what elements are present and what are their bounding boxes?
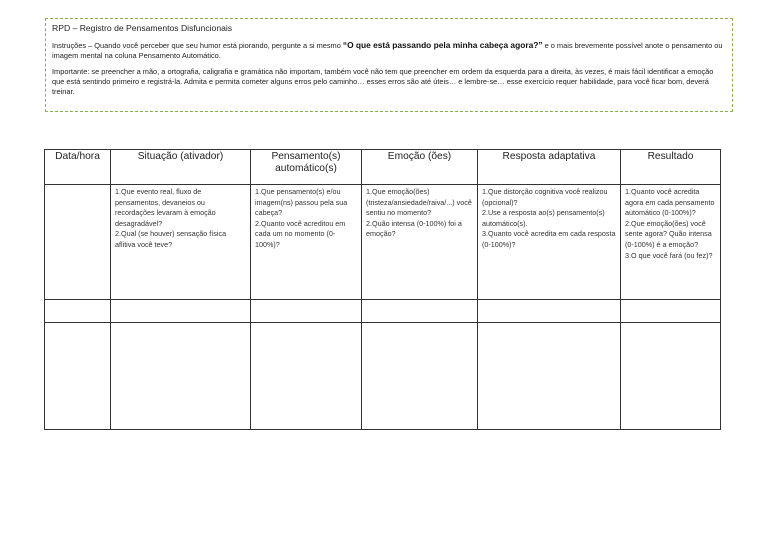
cell-empty[interactable]: [251, 300, 362, 323]
header-resultado: Resultado: [621, 150, 721, 185]
table-row: [45, 323, 721, 430]
header-emocao: Emoção (ões): [362, 150, 478, 185]
resposta-prompt-3: 3.Quanto você acredita em cada resposta (0-100%)?: [482, 229, 616, 249]
important-paragraph: Importante: se preencher a mão, a ortografia, caligrafia e gramática não importam, também você não tem que preencher em ordem da esquerda para a direita, às vezes, é mais fácil identificar a emoção que está sentindo primeiro e registrá-la. Admita e permita cometer alguns erros pelo caminho… esses erros são até úteis… e lembre-se… esse exercício requer habilidade, para você ficar bom, deverá treinar.: [52, 67, 714, 96]
cell-empty[interactable]: [362, 323, 478, 430]
prompt-row: [45, 185, 721, 300]
cell-resultado-prompt[interactable]: [621, 185, 721, 300]
header-situacao: Situação (ativador): [111, 150, 251, 185]
cell-empty[interactable]: [478, 323, 621, 430]
resultado-prompt-1: 1.Quanto você acredita agora em cada pensamento automático (0-100%)?: [625, 187, 715, 218]
document-title: RPD – Registro de Pensamentos Disfuncionais: [52, 23, 233, 33]
table-header-row: [45, 150, 721, 185]
table-row: [45, 300, 721, 323]
header-data-hora: Data/hora: [45, 150, 111, 185]
instructions-question: “O que está passando pela minha cabeça agora?”: [342, 40, 543, 50]
cell-emocao-prompt[interactable]: [362, 185, 478, 300]
resposta-prompt-2: 2.Use a resposta ao(s) pensamento(s) automático(s).: [482, 208, 605, 228]
cell-empty[interactable]: [621, 300, 721, 323]
emocao-prompt-2: 2.Quão intensa (0-100%) foi a emoção?: [366, 218, 462, 239]
instructions-prefix: Instruções – Quando você perceber que seu humor está piorando, pergunte a si mesmo: [52, 41, 343, 50]
cell-empty[interactable]: [111, 300, 251, 323]
cell-resposta-prompt[interactable]: [478, 185, 621, 300]
resposta-prompt-1: 1.Que distorção cognitiva você realizou (opcional)?: [482, 187, 608, 207]
cell-data-hora-prompt[interactable]: [45, 185, 111, 300]
pensamento-prompt-1: 1.Que pensamento(s) e/ou imagem(ns) passou pela sua cabeça?: [255, 187, 348, 218]
cell-situacao-prompt[interactable]: [111, 185, 251, 300]
cell-pensamento-prompt[interactable]: [251, 185, 362, 300]
situacao-prompt-1: 1.Que evento real, fluxo de pensamentos, devaneios ou recordações levaram à emoção desagradável?: [115, 187, 216, 228]
instructions-paragraph: [52, 40, 726, 61]
cell-empty[interactable]: [251, 323, 362, 430]
cell-empty[interactable]: [621, 323, 721, 430]
situacao-prompt-2: 2.Qual (se houver) sensação física aflitiva você teve?: [115, 229, 227, 249]
header-resposta: Resposta adaptativa: [478, 150, 621, 185]
cell-empty[interactable]: [478, 300, 621, 323]
cell-empty[interactable]: [111, 323, 251, 430]
instructions-suffix: e o mais brevemente possível anote o pensamento ou imagem mental na coluna Pensamento Automático.: [52, 41, 723, 60]
cell-empty[interactable]: [45, 323, 111, 430]
rpd-table: [44, 149, 721, 430]
pensamento-prompt-2: 2.Quanto você acreditou em cada um no momento (0-100%)?: [255, 218, 346, 249]
header-pensamento: Pensamento(s) automático(s): [251, 150, 362, 185]
resultado-prompt-3: 3.O que você fará (ou fez)?: [625, 250, 713, 260]
cell-empty[interactable]: [45, 300, 111, 323]
emocao-prompt-1: 1.Que emoção(ões) (tristeza/ansiedade/raiva/...) você sentiu no momento?: [366, 187, 472, 218]
cell-empty[interactable]: [362, 300, 478, 323]
instructions-box: [45, 18, 733, 112]
resultado-prompt-2: 2.Que emoção(ões) você sente agora? Quão intensa (0-100%) é a emoção?: [625, 218, 712, 249]
